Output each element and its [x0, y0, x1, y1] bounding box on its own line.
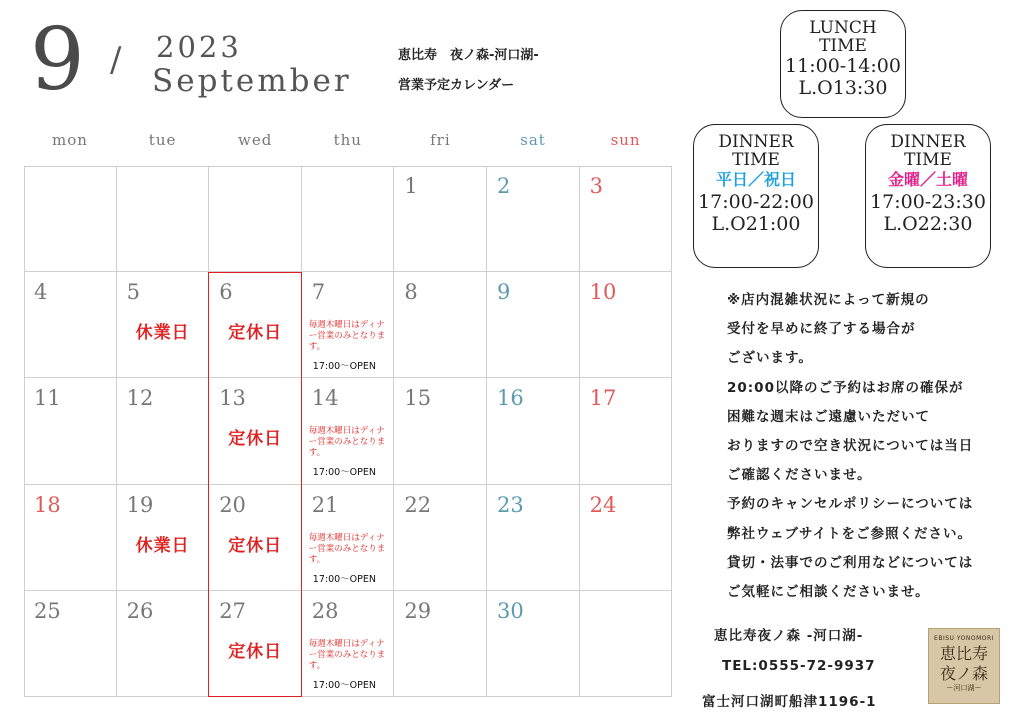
calendar-day-cell — [117, 272, 210, 378]
calendar-day-cell — [24, 485, 117, 591]
dinner-weekend-title-2: TIME — [904, 150, 952, 170]
thursday-dinner-note: 毎週木曜日はディナー営業のみとなります。 — [308, 320, 386, 353]
notice-line: ※店内混雑状況によって新規の — [727, 292, 930, 308]
calendar-day-cell — [580, 485, 673, 591]
contact-name: 恵比寿夜ノ森 -河口湖- — [714, 628, 864, 644]
contact-address: 富士河口湖町船津1196-1 — [702, 694, 877, 710]
day-number: 6 — [219, 280, 233, 305]
calendar-day-cell — [24, 272, 117, 378]
holiday-label: 休業日 — [135, 323, 190, 344]
thursday-open-time: 17:00～OPEN — [312, 573, 376, 585]
calendar-day-cell — [394, 485, 487, 591]
day-number: 15 — [404, 386, 432, 411]
thursday-open-time: 17:00～OPEN — [312, 679, 376, 691]
day-number: 19 — [126, 492, 154, 517]
calendar-day-cell — [487, 166, 580, 272]
calendar-day-cell — [209, 272, 302, 378]
thursday-dinner-note: 毎週木曜日はディナー営業のみとなります。 — [308, 638, 386, 671]
day-number: 2 — [497, 174, 511, 198]
dinner-weekday-days: 平日／祝日 — [715, 170, 796, 189]
day-number: 18 — [34, 492, 61, 517]
lunch-title-2: TIME — [819, 36, 867, 56]
day-number: 22 — [404, 492, 432, 517]
weekday-sun: sun — [610, 131, 641, 149]
dinner-weekday-box — [693, 124, 819, 268]
day-number: 1 — [404, 174, 418, 198]
day-number: 24 — [589, 492, 617, 517]
day-number: 23 — [497, 492, 524, 517]
dinner-weekend-box — [865, 124, 991, 268]
calendar-day-cell — [209, 591, 302, 697]
day-number: 16 — [497, 386, 524, 411]
day-number: 20 — [219, 492, 246, 517]
day-number: 25 — [34, 598, 61, 623]
day-number: 14 — [311, 386, 339, 411]
calendar-day-cell — [302, 378, 395, 484]
day-number: 17 — [589, 386, 617, 411]
thursday-dinner-note: 毎週木曜日はディナー営業のみとなります。 — [308, 532, 386, 565]
logo-line-kawaguchiko: ー河口湖ー — [946, 684, 982, 692]
calendar-day-cell — [117, 485, 210, 591]
thursday-open-time: 17:00～OPEN — [312, 361, 376, 373]
notice-line: 貸切・法事でのご利用などについては — [727, 554, 974, 571]
calendar-grid — [24, 166, 672, 697]
dinner-weekday-title-2: TIME — [732, 150, 780, 170]
logo-line-ebisu: 恵比寿 — [939, 644, 988, 663]
calendar-day-cell — [487, 485, 580, 591]
notice-line: 受付を早めに終了する場合が — [727, 321, 916, 338]
calendar-title: 営業予定カレンダー — [398, 78, 515, 93]
calendar-day-cell — [117, 591, 210, 697]
dinner-weekend-hours: 17:00-23:30 — [870, 191, 986, 213]
dinner-weekday-hours: 17:00-22:00 — [698, 191, 814, 213]
holiday-label: 休業日 — [135, 535, 190, 556]
contact-tel: TEL:0555-72-9937 — [722, 658, 876, 674]
calendar-day-cell — [117, 166, 210, 272]
day-number: 8 — [404, 280, 418, 305]
calendar-day-cell — [580, 166, 673, 272]
logo-romaji: EBISU YONOMORI — [934, 635, 994, 642]
calendar-day-cell — [394, 591, 487, 697]
weekday-wed: wed — [238, 131, 273, 149]
day-number: 29 — [404, 598, 432, 623]
logo-line-yonomori: 夜ノ森 — [939, 664, 988, 683]
calendar-day-cell — [24, 166, 117, 272]
calendar-day-cell — [209, 378, 302, 484]
closed-label: 定休日 — [228, 641, 283, 662]
weekday-tue: tue — [148, 131, 177, 149]
calendar-day-cell — [487, 378, 580, 484]
calendar-day-cell — [117, 378, 210, 484]
year: 2023 — [156, 30, 242, 64]
calendar-day-cell — [209, 166, 302, 272]
calendar-day-cell — [302, 272, 395, 378]
calendar-day-cell — [24, 591, 117, 697]
day-number: 26 — [126, 598, 154, 623]
calendar-day-cell — [209, 485, 302, 591]
dinner-weekday-title-1: DINNER — [718, 132, 794, 152]
day-number: 4 — [34, 280, 48, 305]
lunch-time-box — [780, 10, 906, 118]
day-number: 11 — [34, 386, 61, 411]
weekday-fri: fri — [430, 131, 451, 149]
restaurant-logo — [928, 628, 1000, 704]
weekday-mon: mon — [52, 131, 88, 149]
notice-line: 困難な週末はご遠慮いただいて — [727, 408, 930, 425]
calendar-day-cell — [580, 272, 673, 378]
dinner-weekday-last-order: L.O21:00 — [711, 213, 801, 235]
calendar-day-cell — [487, 272, 580, 378]
month-name: September — [152, 63, 352, 99]
day-number: 10 — [589, 280, 617, 305]
thursday-open-time: 17:00～OPEN — [312, 467, 376, 479]
calendar-day-cell — [24, 378, 117, 484]
day-number: 27 — [219, 598, 246, 623]
calendar-day-cell — [302, 591, 395, 697]
lunch-last-order: L.O13:30 — [798, 77, 888, 99]
day-number: 9 — [497, 280, 511, 305]
header-slash: / — [110, 40, 122, 80]
notice-line: 20:00以降のご予約はお席の確保が — [727, 379, 964, 396]
notice-line: 予約のキャンセルポリシーについては — [727, 496, 974, 513]
dinner-weekend-title-1: DINNER — [890, 132, 966, 152]
day-number: 13 — [219, 386, 246, 411]
weekday-thu: thu — [333, 131, 362, 149]
day-number: 3 — [589, 174, 603, 198]
shop-title: 恵比寿 夜ノ森-河口湖- — [398, 48, 539, 63]
day-number: 28 — [311, 598, 339, 623]
day-number: 7 — [311, 280, 326, 305]
calendar-day-cell — [487, 591, 580, 697]
calendar-day-cell — [394, 272, 487, 378]
day-number: 30 — [497, 598, 524, 623]
weekday-sat: sat — [520, 131, 546, 149]
calendar-day-cell — [302, 166, 395, 272]
notice-line: おりますので空き状況については当日 — [727, 438, 974, 454]
day-number: 21 — [311, 492, 339, 517]
calendar-day-cell — [580, 591, 673, 697]
day-number: 12 — [126, 386, 154, 411]
closed-label: 定休日 — [228, 429, 283, 450]
calendar-day-cell — [394, 378, 487, 484]
thursday-dinner-note: 毎週木曜日はディナー営業のみとなります。 — [308, 426, 386, 459]
notice-line: ご気軽にご相談くださいませ。 — [727, 584, 930, 600]
notice-line: ございます。 — [727, 350, 813, 367]
day-number: 5 — [126, 280, 140, 305]
calendar-day-cell — [302, 485, 395, 591]
notice-line: 弊社ウェブサイトをご参照ください。 — [727, 525, 973, 542]
notice-line: ご確認くださいませ。 — [727, 467, 872, 484]
lunch-hours: 11:00-14:00 — [785, 55, 901, 77]
lunch-title-1: LUNCH — [809, 18, 877, 38]
dinner-weekend-days: 金曜／土曜 — [887, 170, 968, 189]
dinner-weekend-last-order: L.O22:30 — [883, 213, 973, 235]
calendar-day-cell — [394, 166, 487, 272]
closed-label: 定休日 — [228, 323, 283, 344]
calendar-day-cell — [580, 378, 673, 484]
closed-label: 定休日 — [228, 535, 283, 556]
month-number: 9 — [30, 10, 85, 110]
